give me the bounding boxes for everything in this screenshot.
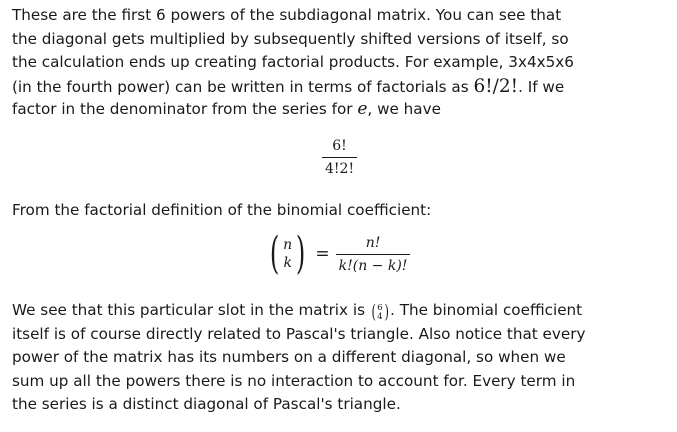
fraction-numerator: 6!	[332, 138, 347, 154]
text-line: These are the first 6 powers of the subdiagonal matrix. You can see that	[12, 6, 562, 24]
binomial-bottom: k	[283, 255, 292, 271]
text-line: the diagonal gets multiplied by subsequently shifted versions of itself, so	[12, 29, 569, 48]
text-line: itself is of course directly related to Pascal's triangle. Also notice that every	[12, 324, 586, 343]
binomial-intro-paragraph	[12, 199, 667, 223]
equals-sign: =	[315, 244, 330, 264]
text-segment: . If we	[518, 77, 565, 96]
binomial-top: 6	[377, 303, 383, 313]
fraction	[322, 138, 357, 177]
binomial-stack	[283, 236, 292, 272]
text-segment: , we have	[367, 100, 441, 119]
text-line	[12, 299, 667, 323]
binomial-formula	[266, 228, 410, 279]
text-segment: . The binomial coefficient	[390, 301, 583, 319]
fraction-numerator: n!	[365, 234, 381, 251]
text-line: power of the matrix has its numbers on a different diagonal, so when we	[12, 348, 566, 367]
inline-math: e	[357, 99, 368, 120]
intro-paragraph	[12, 4, 667, 122]
binomial-coefficient	[266, 228, 309, 279]
text-line: From the factorial definition of the binomial coefficient:	[12, 201, 432, 219]
binomial-top: n	[283, 237, 293, 253]
text-line	[12, 98, 667, 122]
text-line	[12, 75, 667, 99]
inline-binomial	[370, 303, 390, 322]
conclusion-paragraph	[12, 299, 667, 417]
binomial-bottom: 4	[377, 311, 383, 322]
text-segment: factor in the denominator from the series for	[12, 100, 358, 119]
left-paren: (	[269, 228, 280, 279]
text-line: the calculation ends up creating factorial products. For example, 3x4x5x6	[12, 53, 574, 72]
text-segment: We see that this particular slot in the matrix is	[12, 301, 370, 319]
fraction	[336, 235, 411, 274]
fraction-denominator: k!(n − k)!	[338, 257, 408, 274]
right-paren: )	[296, 228, 306, 279]
binomial-stack	[377, 304, 382, 321]
right-paren: )	[384, 301, 389, 323]
fraction-denominator: 4!2!	[325, 161, 355, 177]
text-line: the series is a distinct diagonal of Pascal's triangle.	[12, 395, 401, 414]
left-paren: (	[371, 301, 376, 323]
display-fraction	[322, 138, 357, 177]
text-segment: (in the fourth power) can be written in terms of factorials as	[12, 77, 474, 96]
text-line: sum up all the powers there is no interaction to account for. Every term in	[12, 371, 576, 390]
inline-math: 6!/2!	[473, 75, 519, 97]
